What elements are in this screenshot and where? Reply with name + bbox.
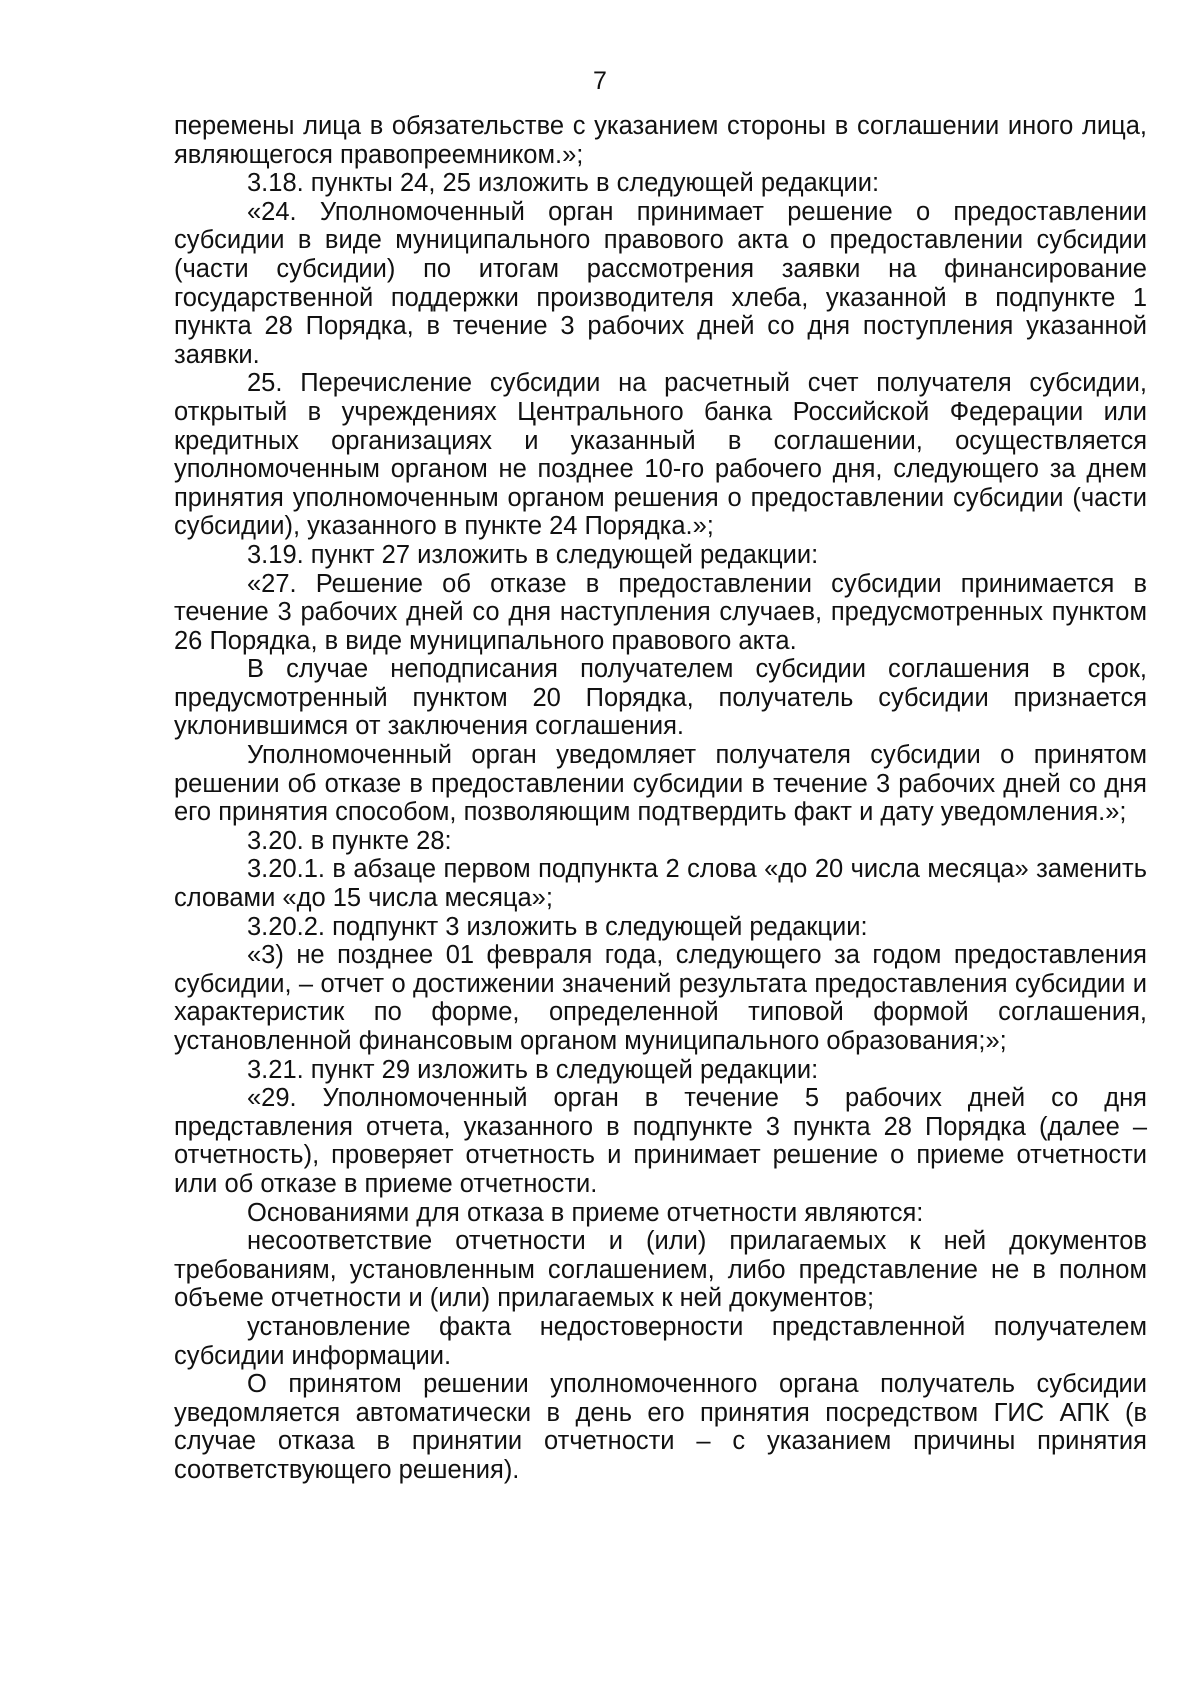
paragraph-non-signing: В случае неподписания получателем субсидии соглашения в срок, предусмотренный пунктом 20 Порядка, получатель субсидии признается уклонившимся от заключения соглашения.: [174, 655, 1147, 741]
paragraph-clause-29: «29. Уполномоченный орган в течение 5 рабочих дней со дня представления отчета, указанного в подпункте 3 пункта 28 Порядка (далее – отчетность), проверяет отчетность и принимает решение о приеме отчетности или об отказе в приеме отчетности.: [174, 1084, 1147, 1198]
paragraph-refusal-grounds: Основаниями для отказа в приеме отчетности являются:: [247, 1198, 924, 1227]
document-body: [174, 112, 1147, 1485]
paragraph-clause-27: «27. Решение об отказе в предоставлении субсидии принимается в течение 3 рабочих дней со дня наступления случаев, предусмотренных пунктом 26 Порядка, в виде муниципального правового акта.: [174, 569, 1147, 655]
paragraph-gis-apk-notice: О принятом решении уполномоченного органа получатель субсидии уведомляется автоматически в день его принятия посредством ГИС АПК (в случае отказа в принятии отчетности – с указанием причины принятия соответствующего решения).: [174, 1370, 1147, 1484]
paragraph-notification: Уполномоченный орган уведомляет получателя субсидии о принятом решении об отказе в предоставлении субсидии в течение 3 рабочих дней со дня его принятия способом, позволяющим подтвердить факт и дату уведомления.»;: [174, 741, 1147, 827]
paragraph-ground-unreliable: установление факта недостоверности представленной получателем субсидии информации.: [174, 1312, 1147, 1370]
paragraph-item-3-20: 3.20. в пункте 28:: [247, 826, 452, 855]
paragraph-clause-25: 25. Перечисление субсидии на расчетный счет получателя субсидии, открытый в учреждениях Центрального банка Российской Федерации или кредитных организациях и указанный в соглашении, осуществляется уполномоченным органом не позднее 10-го рабочего дня, следующего за днем принятия уполномоченным органом решения о предоставлении субсидии (части субсидии), указанного в пункте 24 Порядка.»;: [174, 369, 1147, 541]
paragraph-item-3-18: 3.18. пункты 24, 25 изложить в следующей редакции:: [247, 169, 880, 198]
paragraph-clause-24: «24. Уполномоченный орган принимает решение о предоставлении субсидии в виде муниципального правового акта о предоставлении субсидии (части субсидии) по итогам рассмотрения заявки на финансирование государственной поддержки производителя хлеба, указанной в подпункте 1 пункта 28 Порядка, в течение 3 рабочих дней со дня поступления указанной заявки.: [174, 197, 1147, 369]
paragraph-ground-noncompliance: несоответствие отчетности и (или) прилагаемых к ней документов требованиям, установленным соглашением, либо представление не в полном объеме отчетности и (или) прилагаемых к ней документов;: [174, 1227, 1147, 1313]
paragraph-item-3-21: 3.21. пункт 29 изложить в следующей редакции:: [247, 1055, 819, 1084]
paragraph-item-3-19: 3.19. пункт 27 изложить в следующей редакции:: [247, 540, 819, 569]
paragraph-subclause-3: «3) не позднее 01 февраля года, следующего за годом предоставления субсидии, – отчет о достижении значений результата предоставления субсидии и характеристик по форме, определенной типовой формой соглашения, установленной финансовым органом муниципального образования;»;: [174, 941, 1147, 1055]
paragraph-continuation: перемены лица в обязательстве с указанием стороны в соглашении иного лица, являющегося правопреемником.»;: [174, 112, 1147, 169]
paragraph-item-3-20-2: 3.20.2. подпункт 3 изложить в следующей редакции:: [247, 912, 868, 941]
paragraph-item-3-20-1: 3.20.1. в абзаце первом подпункта 2 слова «до 20 числа месяца» заменить словами «до 15 числа месяца»;: [174, 855, 1147, 913]
page-number: 7: [593, 67, 607, 95]
